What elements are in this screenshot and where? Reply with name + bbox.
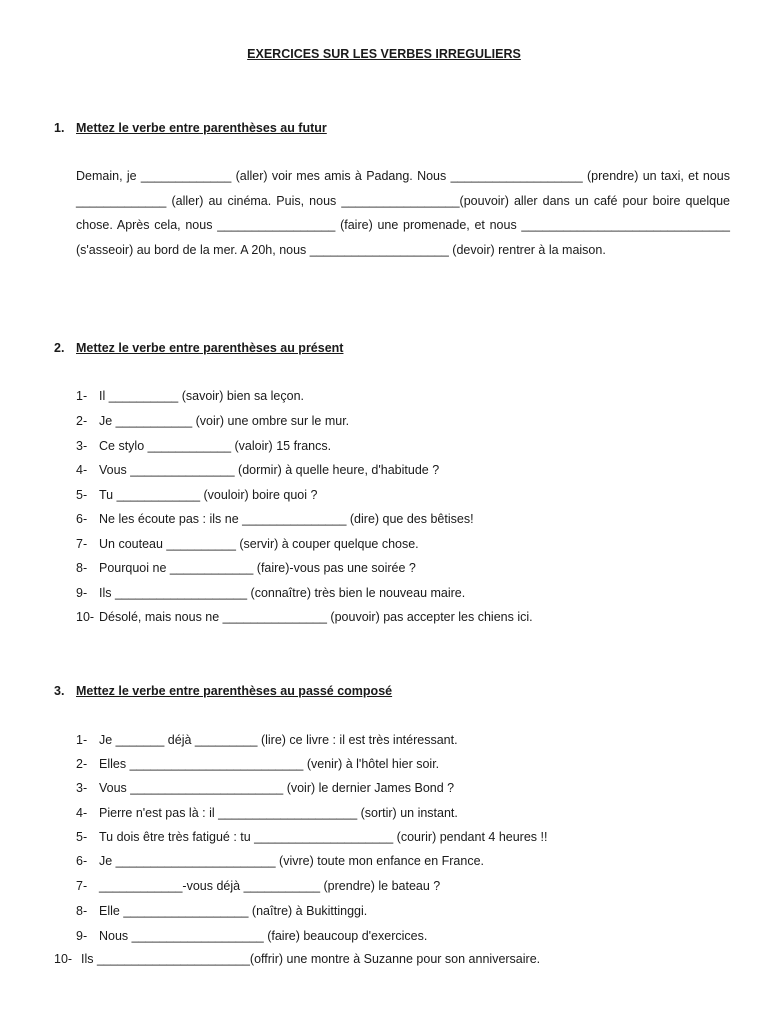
item-number: 1- <box>76 389 88 403</box>
item-text: Ne les écoute pas : ils ne _______________ (dire) que des bêtises! <box>99 512 474 526</box>
section-2-title: Mettez le verbe entre parenthèses au présent <box>76 341 344 355</box>
item-number: 3- <box>76 781 88 795</box>
section-2-heading <box>54 341 343 355</box>
item-text: Elles _________________________ (venir) à l'hôtel hier soir. <box>99 757 440 771</box>
item-number: 7- <box>76 879 88 893</box>
item-text: Un couteau __________ (servir) à couper quelque chose. <box>99 537 419 551</box>
item-text: Pierre n'est pas là : il ____________________ (sortir) un instant. <box>99 806 458 820</box>
item-text: ____________-vous déjà ___________ (prendre) le bateau ? <box>99 879 441 893</box>
item-number: 2- <box>76 414 88 428</box>
item-text: Ils ___________________ (connaître) très bien le nouveau maire. <box>99 586 466 600</box>
item-text: Elle __________________ (naître) à Bukittinggi. <box>99 904 368 918</box>
item-text: Ce stylo ____________ (valoir) 15 francs. <box>99 439 332 453</box>
item-text: Tu ____________ (vouloir) boire quoi ? <box>99 488 318 502</box>
item-number: 5- <box>76 488 88 502</box>
item-text: Il __________ (savoir) bien sa leçon. <box>99 389 304 403</box>
section-3-heading <box>54 684 392 698</box>
item-number: 10- <box>76 610 95 624</box>
section-1-number: 1. <box>54 121 65 135</box>
item-number: 4- <box>76 806 88 820</box>
item-text: Tu dois être très fatigué : tu ____________________ (courir) pendant 4 heures !! <box>99 830 548 844</box>
section-2-number: 2. <box>54 341 65 355</box>
item-text: Désolé, mais nous ne _______________ (pouvoir) pas accepter les chiens ici. <box>99 610 533 624</box>
item-text: Nous ___________________ (faire) beaucoup d'exercices. <box>99 929 428 943</box>
item-text: Ils ______________________(offrir) une montre à Suzanne pour son anniversaire. <box>81 952 541 966</box>
item-number: 8- <box>76 904 88 918</box>
item-number: 2- <box>76 757 88 771</box>
item-number: 6- <box>76 854 88 868</box>
section-3-number: 3. <box>54 684 65 698</box>
item-number: 9- <box>76 586 88 600</box>
section-1-heading <box>54 121 327 135</box>
item-number: 7- <box>76 537 88 551</box>
section-1-paragraph: Demain, je _____________ (aller) voir mes amis à Padang. Nous ___________________ (prendre) un taxi, et nous _____________ (aller) au cinéma. Puis, nous _________________(pouvoir) aller dans un café pour boire quelque chose. Après cela, nous _________________ (faire) une promenade, et nous ______________________________ (s'asseoir) au bord de la mer. A 20h, nous ____________________ (devoir) rentrer à la maison. <box>76 169 730 257</box>
item-text: Je _______ déjà _________ (lire) ce livre : il est très intéressant. <box>99 733 458 747</box>
item-number: 1- <box>76 733 88 747</box>
item-number: 3- <box>76 439 88 453</box>
item-text: Je _______________________ (vivre) toute mon enfance en France. <box>99 854 485 868</box>
item-number: 6- <box>76 512 88 526</box>
section-1-title: Mettez le verbe entre parenthèses au futur <box>76 121 327 135</box>
item-number: 8- <box>76 561 88 575</box>
item-number: 4- <box>76 463 88 477</box>
item-number: 10- <box>54 952 73 966</box>
item-text: Pourquoi ne ____________ (faire)-vous pas une soirée ? <box>99 561 416 575</box>
section-3-title: Mettez le verbe entre parenthèses au passé composé <box>76 684 393 698</box>
item-number: 9- <box>76 929 88 943</box>
item-number: 5- <box>76 830 88 844</box>
item-text: Vous _______________ (dormir) à quelle heure, d'habitude ? <box>99 463 440 477</box>
item-text: Je ___________ (voir) une ombre sur le mur. <box>99 414 350 428</box>
item-text: Vous ______________________ (voir) le dernier James Bond ? <box>99 781 455 795</box>
document-title: EXERCICES SUR LES VERBES IRREGULIERS <box>247 47 521 61</box>
